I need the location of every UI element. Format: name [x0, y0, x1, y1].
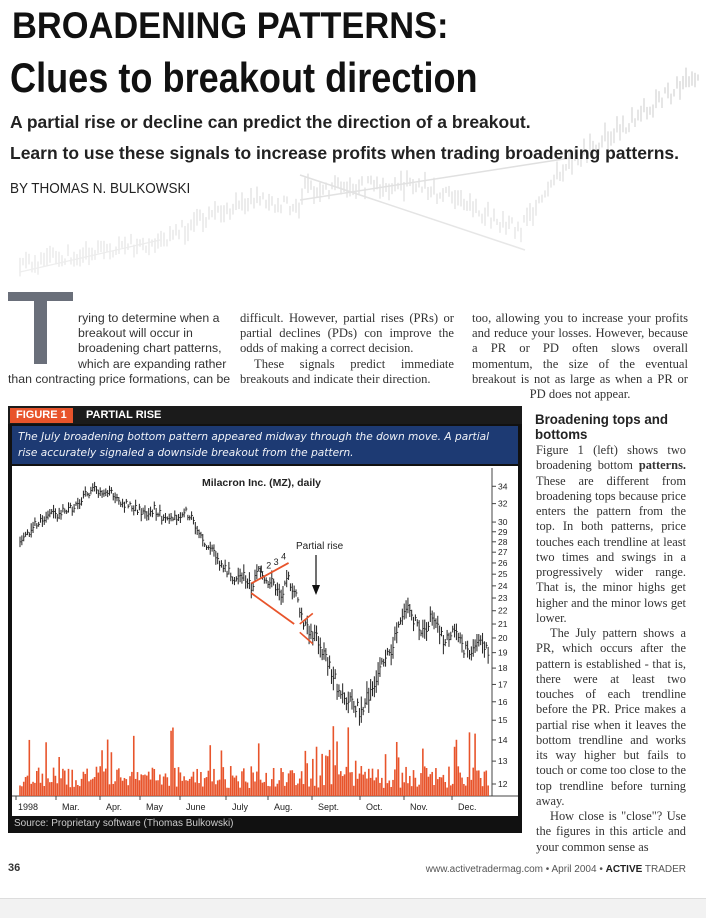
text-run: These are different from broadening tops because price enters the pattern from the top. In both patterns, price touches each trendline at least two times and swings in a progressively wider range. That is, the minor highs get higher and the minor lows get lower. [536, 473, 686, 625]
figure-caption-line: rise accurately signaled a downside breakout from the pattern. [18, 447, 354, 459]
byline: BY THOMAS N. BULKOWSKI [10, 180, 191, 197]
paragraph: too, allowing you to increase your profits and reduce your losses. However, because a PR or PD often slows overall momentum, the size of the eventual breakout is not as large as when a PR or PD does not appear. [472, 311, 688, 402]
body-line: which are expanding rather [78, 356, 227, 371]
page-edge [0, 898, 706, 918]
x-tick-label: Apr. [106, 802, 123, 812]
x-tick-label: Mar. [62, 802, 80, 812]
y-tick-label: 19 [498, 647, 508, 658]
text-run: Figure 1 (left) shows two broadening bottom [536, 443, 686, 473]
figure-title: PARTIAL RISE [86, 409, 162, 421]
y-tick-label: 18 [498, 663, 508, 674]
y-tick-label: 24 [498, 580, 508, 591]
y-tick-label: 25 [498, 569, 508, 580]
figure-source: Source: Proprietary software (Thomas Bulkowski) [14, 818, 234, 829]
paragraph: The July pattern shows a PR, which occurs after the pattern is established - that is, there were at least two touches of each trendline before the PR. Price makes a partial rise when it leaves the bottom trendline and works its way higher but fails to touch or come too close to the top trendline before turning away. [536, 626, 686, 808]
y-tick-label: 28 [498, 536, 508, 547]
body-line: than contracting price formations, can be [8, 371, 231, 386]
x-tick-label: June [186, 802, 206, 812]
paragraph: difficult. However, partial rises (PRs) or partial declines (PDs) con improve the odds of making a correct decision. [240, 311, 454, 356]
figure-caption-line: The July broadening bottom pattern appeared midway through the down move. A partial [18, 431, 490, 443]
x-tick-label: Aug. [274, 802, 293, 812]
y-tick-label: 14 [498, 734, 508, 745]
x-tick-label: May [146, 802, 164, 812]
text-run-bold: patterns. [638, 458, 686, 473]
x-tick-label: Dec. [458, 802, 477, 812]
y-tick-label: 13 [498, 756, 508, 767]
body-column-4 [536, 443, 686, 855]
page-number: 36 [8, 862, 21, 874]
chart-title: Milacron Inc. (MZ), daily [202, 477, 322, 489]
section-heading: Broadening tops and bottoms [535, 411, 668, 442]
x-tick-label: Sept. [318, 802, 340, 812]
y-tick-label: 29 [498, 526, 508, 537]
body-column-2 [240, 311, 454, 387]
partial-rise-label: Partial rise [296, 541, 344, 552]
body-column-3 [472, 311, 688, 402]
y-tick-label: 21 [498, 619, 508, 630]
y-tick-label: 23 [498, 593, 508, 604]
y-tick-label: 16 [498, 696, 508, 707]
page-footer [426, 864, 686, 875]
x-tick-label: 1998 [18, 802, 39, 812]
figure-header [8, 406, 522, 424]
touch-label: 3 [273, 557, 279, 568]
y-tick-label: 30 [498, 517, 508, 528]
touch-label: 1 [258, 563, 264, 574]
footer-magazine: ACTIVE [605, 864, 643, 875]
figure-number: FIGURE 1 [10, 408, 73, 423]
y-tick-label: 32 [498, 498, 508, 509]
touch-label: 4 [281, 551, 287, 562]
x-tick-label: Oct. [366, 802, 383, 812]
body-line: rying to determine when a [78, 311, 220, 325]
y-tick-label: 15 [498, 715, 508, 726]
paragraph: These signals predict immediate breakouts and indicate their direction. [240, 356, 454, 386]
y-tick-label: 22 [498, 605, 508, 616]
body-line: broadening chart patterns, [78, 341, 222, 356]
body-line: breakout will occur in [78, 326, 193, 341]
touch-label: 2 [266, 560, 272, 571]
paragraph: How close is "close"? Use the figures in this article and your common sense as [536, 809, 686, 854]
x-tick-label: Nov. [410, 802, 428, 812]
footer-magazine-2: TRADER [642, 864, 686, 875]
body-column-1 [8, 311, 231, 387]
y-tick-label: 12 [498, 779, 508, 789]
footer-url: www.activetradermag.com • April 2004 • [425, 864, 603, 875]
subheadline: Clues to breakout direction [10, 54, 478, 101]
headline: BROADENING PATTERNS: [12, 5, 449, 46]
deck-line-1: A partial rise or decline can predict the direction of a breakout. [10, 112, 531, 132]
y-tick-label: 20 [498, 632, 508, 643]
y-tick-label: 34 [498, 481, 508, 492]
deck-line-2: Learn to use these signals to increase profits when trading broadening patterns. [10, 143, 680, 163]
paragraph [536, 443, 686, 626]
figure-caption [12, 426, 518, 464]
price-chart [12, 466, 518, 816]
chart-area [12, 466, 518, 816]
y-tick-label: 27 [498, 547, 508, 558]
figure-1 [8, 406, 522, 833]
y-tick-label: 26 [498, 557, 508, 568]
y-tick-label: 17 [498, 679, 508, 690]
x-tick-label: July [232, 802, 249, 812]
